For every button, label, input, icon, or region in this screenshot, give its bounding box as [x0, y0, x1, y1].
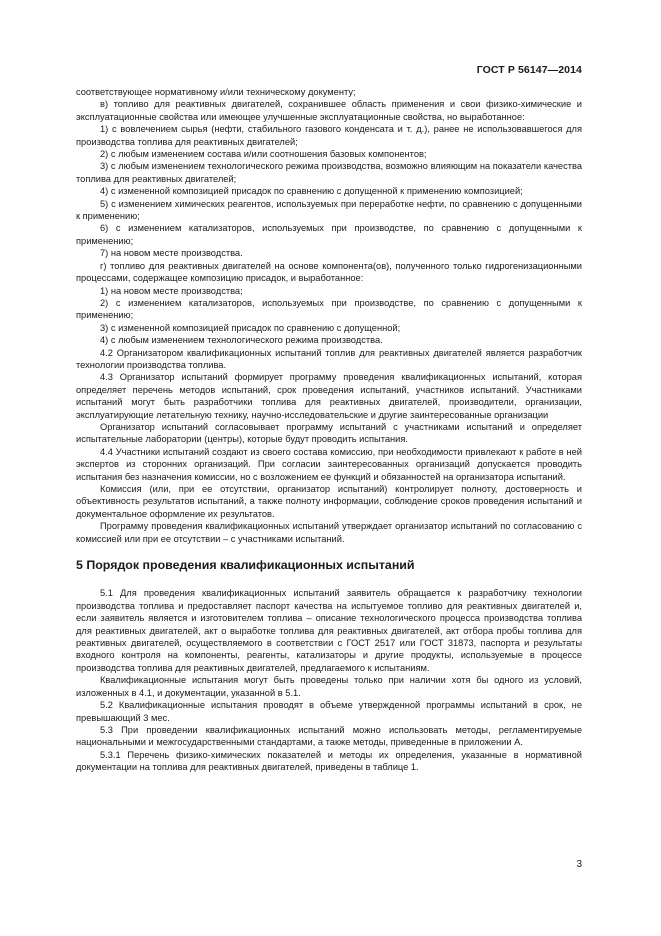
- list-item: 6) с изменением катализаторов, используемых при производстве, по сравнению с допущенными к применению;: [76, 223, 582, 246]
- paragraph: Программу проведения квалификационных испытаний утверждает организатор испытаний по согласованию с комиссией или при ее отсутствии – с участниками испытаний.: [76, 521, 582, 544]
- paragraph: 4.4 Участники испытаний создают из своего состава комиссию, при необходимости привлекают к работе в ней экспертов из сторонних организаций. При согласии заинтересованных организаций допускается проводить испытания без назначения комиссии, но с возложением ее функций и обязанностей на организатора испытаний.: [76, 446, 582, 482]
- list-item: 7) на новом месте производства.: [100, 248, 243, 259]
- list-item: 1) с вовлечением сырья (нефти, стабильного газового конденсата и т. д.), ранее не использовавшегося для производства топлива для реактивных двигателей;: [76, 124, 582, 147]
- paragraph: 5.1 Для проведения квалификационных испытаний заявитель обращается к разработчику технологии производства топлива и предоставляет паспорт качества на испытуемое топливо для реактивных двигателей и, если заявитель является и изготовителем топлива – описание технологического процесса производства топлива для реактивных двигателей, акт о выработке топлива для реактивных двигателей, акт отбора пробы топлива для реактивных двигателей, осуществляемого в соответствии с ГОСТ 2517 или ГОСТ 31873, паспорта и результаты входного контроля на компоненты, реагенты, катализаторы и другие продукты, используемые в процессе производства топлива для реактивных двигателей, предлагаемого к испытаниям.: [76, 588, 582, 673]
- list-item: 4) с измененной композицией присадок по сравнению с допущенной к применению композицией;: [100, 186, 523, 197]
- list-item: 5) с изменением химических реагентов, используемых при переработке нефти, по сравнению с допущенными к применению;: [76, 198, 582, 222]
- paragraph: Квалификационные испытания могут быть проведены только при наличии хотя бы одного из условий, изложенных в 4.1, и документации, указанной в 5.1.: [76, 675, 582, 698]
- paragraph: Организатор испытаний согласовывает программу испытаний с участниками испытаний и определяет испытательные лаборатории (центры), которые будут проводить испытания.: [76, 421, 582, 445]
- list-item: 2) с любым изменением состава и/или соотношения базовых компонентов;: [100, 149, 427, 160]
- list-item: 2) с изменением катализаторов, используемых при производстве, по сравнению с допущенными к применению;: [76, 297, 582, 321]
- paragraph: 5.3 При проведении квалификационных испытаний можно использовать методы, регламентируемые национальными и межгосударственными стандартами, а также методы, приведенные в приложении А.: [76, 724, 582, 748]
- list-item: 1) на новом месте производства;: [100, 285, 243, 296]
- paragraph: соответствующее нормативному и/или техническому документу;: [76, 87, 356, 97]
- paragraph: 4.2 Организатором квалификационных испытаний топлив для реактивных двигателей является разработчик технологии производства топлива.: [76, 347, 582, 370]
- list-item: 3) с измененной композицией присадок по сравнению с допущенной;: [100, 322, 401, 333]
- paragraph: Комиссия (или, при ее отсутствии, организатор испытаний) контролирует полноту, достоверность и объективность результатов испытаний, а также полноту информации, соблюдение сроков проведения испытаний и документальное оформление их результатов.: [76, 484, 582, 519]
- section-heading: 5 Порядок проведения квалификационных испытаний: [76, 558, 415, 573]
- page-number: 3: [576, 859, 582, 870]
- list-item: 4) с любым изменением технологического режима производства.: [100, 335, 383, 346]
- paragraph: в) топливо для реактивных двигателей, сохранившее область применения и свои физико-химические и эксплуатационные свойства или имеющее улучшенные эксплуатационные свойства, но выработанное:: [76, 99, 582, 122]
- document-body: [76, 86, 582, 774]
- document-header: ГОСТ Р 56147—2014: [476, 64, 582, 76]
- paragraph: г) топливо для реактивных двигателей на основе компонента(ов), полученного только гидрогенизационными процессами, содержащее композицию присадок, и выработанное:: [76, 260, 582, 284]
- paragraph: 5.3.1 Перечень физико-химических показателей и методы их определения, указанные в нормативной документации на топлива для реактивных двигателей, приведены в таблице 1.: [76, 749, 582, 773]
- list-item: 3) с любым изменением технологического режима производства, возможно влияющим на показатели качества топлива для реактивных двигателей;: [76, 161, 582, 184]
- paragraph: 4.3 Организатор испытаний формирует программу проведения квалификационных испытаний, которая определяет перечень методов испытаний, срок проведения испытаний, участников испытаний. Участниками испытаний могут быть разработчики топлива для реактивных двигателей, производители, организации, эксплуатирующие летательную технику, научно-исследовательские и другие заинтересованные организации: [76, 372, 582, 420]
- paragraph: 5.2 Квалификационные испытания проводят в объеме утвержденной программы испытаний в срок, не превышающий 3 мес.: [76, 700, 582, 723]
